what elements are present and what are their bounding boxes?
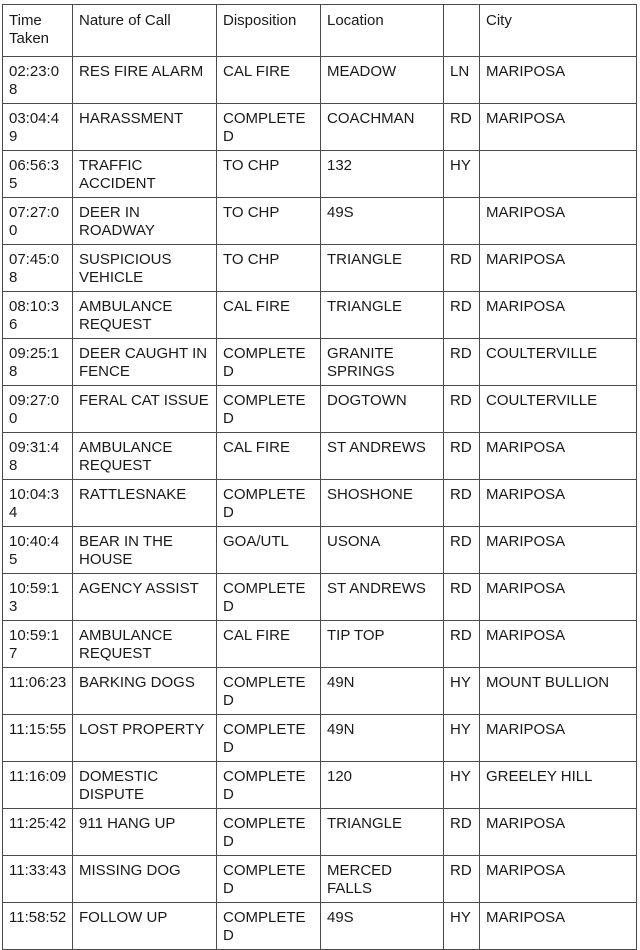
cell-city: COULTERVILLE xyxy=(480,386,637,433)
call-log-table xyxy=(2,4,637,950)
cell-city: MARIPOSA xyxy=(480,245,637,292)
table-row xyxy=(3,292,637,339)
table-row xyxy=(3,386,637,433)
cell-disposition: TO CHP xyxy=(217,245,321,292)
cell-location: USONA xyxy=(321,527,444,574)
table-row xyxy=(3,104,637,151)
table-row xyxy=(3,433,637,480)
cell-city: MARIPOSA xyxy=(480,809,637,856)
cell-street-suffix: RD xyxy=(444,292,480,339)
table-row xyxy=(3,339,637,386)
cell-location: COACHMAN xyxy=(321,104,444,151)
cell-nature-of-call: SUSPICIOUS VEHICLE xyxy=(73,245,217,292)
cell-city: MARIPOSA xyxy=(480,856,637,903)
header-row xyxy=(3,5,637,57)
cell-location: MEADOW xyxy=(321,57,444,104)
table-row xyxy=(3,245,637,292)
cell-nature-of-call: LOST PROPERTY xyxy=(73,715,217,762)
cell-nature-of-call: BEAR IN THE HOUSE xyxy=(73,527,217,574)
cell-city: MARIPOSA xyxy=(480,292,637,339)
table-row xyxy=(3,151,637,198)
table-row xyxy=(3,574,637,621)
cell-location: 132 xyxy=(321,151,444,198)
cell-nature-of-call: DOMESTIC DISPUTE xyxy=(73,762,217,809)
cell-city: MARIPOSA xyxy=(480,433,637,480)
cell-city: MARIPOSA xyxy=(480,104,637,151)
cell-nature-of-call: AMBULANCE REQUEST xyxy=(73,292,217,339)
cell-street-suffix: HY xyxy=(444,151,480,198)
cell-nature-of-call: HARASSMENT xyxy=(73,104,217,151)
cell-time-taken: 07:45:08 xyxy=(3,245,73,292)
cell-nature-of-call: AGENCY ASSIST xyxy=(73,574,217,621)
cell-street-suffix xyxy=(444,198,480,245)
cell-nature-of-call: AMBULANCE REQUEST xyxy=(73,621,217,668)
cell-city: MOUNT BULLION xyxy=(480,668,637,715)
cell-city xyxy=(480,151,637,198)
cell-street-suffix: HY xyxy=(444,903,480,950)
cell-location: 49S xyxy=(321,903,444,950)
cell-nature-of-call: BARKING DOGS xyxy=(73,668,217,715)
cell-disposition: COMPLETED xyxy=(217,856,321,903)
header-location: Location xyxy=(321,5,444,57)
cell-nature-of-call: RATTLESNAKE xyxy=(73,480,217,527)
cell-location: GRANITE SPRINGS xyxy=(321,339,444,386)
cell-time-taken: 09:31:48 xyxy=(3,433,73,480)
cell-street-suffix: RD xyxy=(444,527,480,574)
cell-time-taken: 06:56:35 xyxy=(3,151,73,198)
cell-disposition: CAL FIRE xyxy=(217,292,321,339)
table-row xyxy=(3,856,637,903)
cell-city: MARIPOSA xyxy=(480,527,637,574)
cell-location: 49N xyxy=(321,715,444,762)
table-body xyxy=(3,57,637,950)
cell-location: DOGTOWN xyxy=(321,386,444,433)
cell-disposition: TO CHP xyxy=(217,198,321,245)
cell-disposition: GOA/UTL xyxy=(217,527,321,574)
header-nature-of-call: Nature of Call xyxy=(73,5,217,57)
cell-location: 49S xyxy=(321,198,444,245)
cell-street-suffix: RD xyxy=(444,621,480,668)
cell-time-taken: 11:15:55 xyxy=(3,715,73,762)
cell-disposition: CAL FIRE xyxy=(217,621,321,668)
cell-nature-of-call: 911 HANG UP xyxy=(73,809,217,856)
cell-city: MARIPOSA xyxy=(480,903,637,950)
cell-disposition: COMPLETED xyxy=(217,104,321,151)
cell-street-suffix: RD xyxy=(444,574,480,621)
cell-nature-of-call: DEER CAUGHT IN FENCE xyxy=(73,339,217,386)
table-row xyxy=(3,809,637,856)
cell-location: SHOSHONE xyxy=(321,480,444,527)
cell-nature-of-call: TRAFFIC ACCIDENT xyxy=(73,151,217,198)
cell-time-taken: 09:27:00 xyxy=(3,386,73,433)
cell-location: TRIANGLE xyxy=(321,809,444,856)
table-row xyxy=(3,480,637,527)
cell-time-taken: 03:04:49 xyxy=(3,104,73,151)
table-row xyxy=(3,762,637,809)
table-row xyxy=(3,903,637,950)
cell-street-suffix: HY xyxy=(444,762,480,809)
cell-disposition: COMPLETED xyxy=(217,386,321,433)
cell-disposition: COMPLETED xyxy=(217,574,321,621)
cell-time-taken: 07:27:00 xyxy=(3,198,73,245)
table-row xyxy=(3,527,637,574)
table-header xyxy=(3,5,637,57)
cell-street-suffix: RD xyxy=(444,104,480,151)
cell-location: TRIANGLE xyxy=(321,292,444,339)
table-row xyxy=(3,621,637,668)
cell-city: COULTERVILLE xyxy=(480,339,637,386)
cell-location: TIP TOP xyxy=(321,621,444,668)
cell-street-suffix: RD xyxy=(444,480,480,527)
cell-nature-of-call: FOLLOW UP xyxy=(73,903,217,950)
cell-location: TRIANGLE xyxy=(321,245,444,292)
cell-location: 49N xyxy=(321,668,444,715)
header-disposition: Disposition xyxy=(217,5,321,57)
cell-nature-of-call: AMBULANCE REQUEST xyxy=(73,433,217,480)
cell-time-taken: 02:23:08 xyxy=(3,57,73,104)
cell-location: ST ANDREWS xyxy=(321,574,444,621)
cell-nature-of-call: MISSING DOG xyxy=(73,856,217,903)
table-row xyxy=(3,57,637,104)
cell-disposition: COMPLETED xyxy=(217,762,321,809)
cell-time-taken: 11:25:42 xyxy=(3,809,73,856)
cell-disposition: TO CHP xyxy=(217,151,321,198)
cell-location: MERCED FALLS xyxy=(321,856,444,903)
cell-city: GREELEY HILL xyxy=(480,762,637,809)
cell-disposition: COMPLETED xyxy=(217,480,321,527)
cell-time-taken: 10:04:34 xyxy=(3,480,73,527)
cell-city: MARIPOSA xyxy=(480,574,637,621)
cell-time-taken: 11:58:52 xyxy=(3,903,73,950)
cell-disposition: COMPLETED xyxy=(217,668,321,715)
cell-disposition: CAL FIRE xyxy=(217,433,321,480)
cell-city: MARIPOSA xyxy=(480,480,637,527)
cell-disposition: CAL FIRE xyxy=(217,57,321,104)
cell-city: MARIPOSA xyxy=(480,621,637,668)
cell-street-suffix: RD xyxy=(444,386,480,433)
table-row xyxy=(3,715,637,762)
cell-disposition: COMPLETED xyxy=(217,903,321,950)
cell-disposition: COMPLETED xyxy=(217,715,321,762)
header-street-suffix xyxy=(444,5,480,57)
cell-street-suffix: LN xyxy=(444,57,480,104)
cell-street-suffix: RD xyxy=(444,433,480,480)
cell-nature-of-call: FERAL CAT ISSUE xyxy=(73,386,217,433)
cell-disposition: COMPLETED xyxy=(217,809,321,856)
cell-time-taken: 11:33:43 xyxy=(3,856,73,903)
cell-location: ST ANDREWS xyxy=(321,433,444,480)
header-time-taken: Time Taken xyxy=(3,5,73,57)
header-city: City xyxy=(480,5,637,57)
cell-time-taken: 11:16:09 xyxy=(3,762,73,809)
cell-city: MARIPOSA xyxy=(480,57,637,104)
cell-time-taken: 11:06:23 xyxy=(3,668,73,715)
cell-street-suffix: HY xyxy=(444,715,480,762)
cell-time-taken: 08:10:36 xyxy=(3,292,73,339)
cell-street-suffix: RD xyxy=(444,245,480,292)
cell-street-suffix: RD xyxy=(444,339,480,386)
table-row xyxy=(3,668,637,715)
cell-time-taken: 10:40:45 xyxy=(3,527,73,574)
cell-disposition: COMPLETED xyxy=(217,339,321,386)
cell-street-suffix: RD xyxy=(444,809,480,856)
cell-city: MARIPOSA xyxy=(480,715,637,762)
cell-nature-of-call: DEER IN ROADWAY xyxy=(73,198,217,245)
cell-street-suffix: RD xyxy=(444,856,480,903)
cell-city: MARIPOSA xyxy=(480,198,637,245)
cell-time-taken: 10:59:13 xyxy=(3,574,73,621)
cell-location: 120 xyxy=(321,762,444,809)
cell-time-taken: 10:59:17 xyxy=(3,621,73,668)
cell-time-taken: 09:25:18 xyxy=(3,339,73,386)
cell-street-suffix: HY xyxy=(444,668,480,715)
table-row xyxy=(3,198,637,245)
cell-nature-of-call: RES FIRE ALARM xyxy=(73,57,217,104)
